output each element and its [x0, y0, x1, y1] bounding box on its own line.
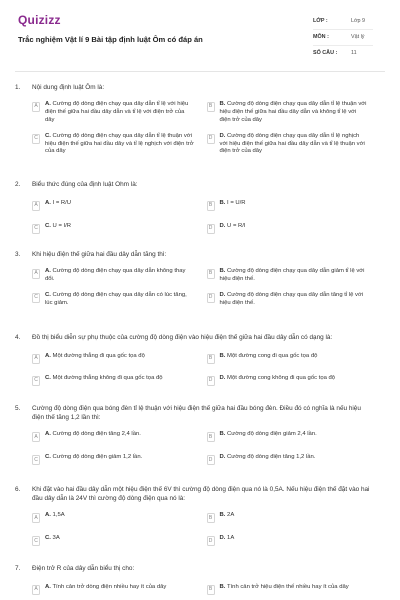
option-box[interactable]: A [32, 354, 40, 364]
meta-row-subject [313, 30, 373, 46]
question-3 [15, 251, 385, 334]
option-grid [15, 431, 385, 465]
option-grid [15, 584, 385, 595]
option-d[interactable] [207, 535, 370, 546]
option-grid [15, 512, 385, 546]
option-letter: B. [219, 352, 226, 359]
option-a[interactable] [32, 101, 195, 125]
option-text [220, 200, 246, 208]
option-box[interactable]: A [32, 513, 40, 523]
option-box[interactable]: D [207, 224, 215, 234]
option-letter: D. [219, 374, 226, 381]
option-letter: D. [219, 454, 226, 461]
option-letter: A. [45, 583, 51, 590]
option-box[interactable]: B [207, 585, 215, 595]
option-b[interactable] [207, 101, 370, 125]
option-box[interactable]: C [32, 376, 40, 386]
option-text [220, 375, 336, 383]
option-text [220, 101, 370, 125]
option-c[interactable] [32, 375, 195, 386]
meta-label: LỚP : [313, 17, 328, 24]
option-c[interactable] [32, 454, 195, 465]
question-header [15, 334, 385, 343]
option-body: Cường độ dòng điện chạy qua dây dẫn có lúc tăng, lúc giảm. [45, 291, 187, 306]
question-text: Đồ thị biểu diễn sự phụ thuộc của cường độ dòng điện vào hiệu điện thế giữa hai đầu dây dẫn có dạng là: [32, 334, 333, 341]
option-box[interactable]: A [32, 432, 40, 442]
meta-row-class [313, 14, 373, 30]
option-d[interactable] [207, 292, 370, 308]
option-body: Cường độ dòng điện giảm 1,2 lần. [52, 454, 143, 461]
option-a[interactable] [32, 512, 195, 523]
meta-label: SỐ CÂU : [313, 50, 338, 57]
question-text: Điện trở R của dây dẫn biểu thị cho: [32, 565, 135, 572]
option-box[interactable]: D [207, 536, 215, 546]
option-text [220, 353, 318, 361]
option-body: Một đường cong đi qua gốc tọa độ [227, 352, 318, 359]
option-text [45, 512, 65, 520]
option-text [45, 431, 141, 439]
option-body: 1A [227, 535, 235, 542]
option-a[interactable] [32, 584, 195, 595]
question-header [15, 84, 385, 93]
option-body: Tính cản trở hiệu điện thế nhiều hay ít của dây [226, 583, 349, 590]
option-letter: D. [219, 222, 226, 229]
question-text: Nội dung định luật Ôm là: [32, 84, 105, 91]
question-number: 4. [15, 334, 21, 341]
option-text [45, 268, 195, 284]
option-letter: B. [219, 431, 226, 438]
option-b[interactable] [207, 200, 370, 211]
option-a[interactable] [32, 431, 195, 442]
option-grid [15, 353, 385, 386]
option-box[interactable]: D [207, 376, 215, 386]
question-5 [15, 405, 385, 486]
option-box[interactable]: B [207, 432, 215, 442]
option-text [220, 535, 235, 543]
option-text [45, 535, 60, 543]
option-text [220, 584, 349, 592]
worksheet-meta [313, 14, 373, 62]
option-text [220, 133, 370, 157]
option-body: Tính cản trở dòng điện nhiều hay ít của dây [52, 583, 167, 590]
option-letter: D. [219, 132, 226, 139]
option-letter: A. [45, 100, 51, 107]
meta-value: 11 [351, 50, 357, 57]
option-box[interactable]: B [207, 513, 215, 523]
option-body: Cường độ dòng điện tăng 2,4 lần. [52, 431, 141, 438]
option-box[interactable]: B [207, 269, 215, 279]
option-box[interactable]: D [207, 455, 215, 465]
option-text [45, 292, 195, 308]
option-c[interactable] [32, 133, 195, 157]
option-text [45, 200, 71, 208]
question-number: 7. [15, 565, 21, 572]
option-body: Cường độ dòng điện chạy qua dây dẫn tỉ lệ thuận với hiệu điện thế giữa hai đầu dây dẫn và không tỉ lệ với điện trở của dây [219, 100, 367, 123]
option-box[interactable]: B [207, 102, 215, 112]
option-letter: D. [219, 291, 226, 298]
option-body: Cường độ dòng điện chạy qua dây dẫn tỉ lệ thuận với hiệu điện thế giữa hai đầu dây và tỉ lệ nghịch với điện trở của dây [45, 132, 194, 155]
option-text [220, 292, 370, 308]
question-4 [15, 334, 385, 405]
question-header [15, 251, 385, 260]
meta-row-count [313, 46, 373, 62]
meta-value: Lớp 9 [351, 17, 366, 24]
option-text [45, 454, 142, 462]
option-box[interactable]: A [32, 201, 40, 211]
question-number: 2. [15, 181, 21, 188]
option-box[interactable]: C [32, 134, 40, 144]
option-box[interactable]: B [207, 201, 215, 211]
option-letter: C. [45, 374, 51, 381]
question-number: 3. [15, 251, 21, 258]
option-letter: C. [45, 535, 51, 542]
option-body: Cường độ dòng điện chạy qua dây dẫn tăng tỉ lệ với hiệu điện thế. [219, 291, 364, 306]
option-a[interactable] [32, 200, 195, 211]
question-number: 1. [15, 84, 21, 91]
option-letter: B. [219, 583, 226, 590]
option-text [220, 431, 317, 439]
option-body: Cường độ dòng điện giảm 2,4 lần. [227, 431, 317, 438]
option-letter: A. [45, 199, 51, 206]
option-body: Cường độ dòng điện chạy qua dây dẫn tỉ lệ với hiệu điện thế giữa hai đầu dây dẫn và tỉ lệ với điện trở của dây [45, 100, 189, 123]
option-box[interactable]: B [207, 354, 215, 364]
worksheet-title: Trắc nghiệm Vật lí 9 Bài tập định luật Ôm có đáp án [18, 35, 203, 44]
option-body: Một đường thẳng đi qua gốc tọa độ [52, 352, 145, 359]
option-box[interactable]: D [207, 134, 215, 144]
option-d[interactable] [207, 223, 370, 234]
option-body: U = R/I [227, 222, 246, 229]
question-number: 6. [15, 486, 21, 493]
option-grid [15, 268, 385, 308]
option-text [220, 454, 316, 462]
option-letter: C. [45, 291, 51, 298]
option-text [45, 353, 145, 361]
option-c[interactable] [32, 292, 195, 308]
option-box[interactable]: C [32, 536, 40, 546]
option-b[interactable] [207, 512, 370, 523]
meta-label: MÔN : [313, 33, 329, 40]
option-b[interactable] [207, 584, 370, 595]
option-letter: C. [45, 222, 51, 229]
question-text: Cường độ dòng điện qua bóng đèn tỉ lệ thuận với hiệu điện thế giữa hai đầu bóng đèn. Điều đó có nghĩa là nếu hiệu điện thế tăng 1,2 lần thì: [32, 405, 361, 421]
option-body: Cường độ dòng điện chạy qua dây dẫn không thay đổi. [45, 267, 186, 282]
question-6 [15, 486, 385, 565]
question-text: Khi hiệu điện thế giữa hai đầu dây dẫn tăng thì: [32, 251, 167, 258]
option-text [45, 375, 163, 383]
option-text [45, 223, 71, 231]
option-body: U = I/R [52, 222, 72, 229]
option-d[interactable] [207, 375, 370, 386]
option-box[interactable]: C [32, 293, 40, 303]
option-letter: A. [45, 267, 51, 274]
question-header [15, 486, 385, 503]
option-body: 1,5A [52, 512, 65, 519]
option-text [220, 268, 370, 284]
option-body: Cường độ dòng điện tăng 1,2 lần. [227, 454, 316, 461]
option-letter: C. [45, 132, 51, 139]
option-text [220, 512, 235, 520]
option-letter: B. [219, 100, 226, 107]
option-text [45, 101, 195, 125]
question-text: Biểu thức đúng của định luật Ohm là: [32, 181, 138, 188]
question-header [15, 181, 385, 190]
option-box[interactable]: A [32, 585, 40, 595]
option-letter: A. [45, 512, 51, 519]
option-c[interactable] [32, 535, 195, 546]
option-box[interactable]: A [32, 269, 40, 279]
option-letter: D. [219, 535, 226, 542]
question-1 [15, 84, 385, 181]
option-letter: B. [219, 199, 226, 206]
option-body: 3A [52, 535, 60, 542]
option-box[interactable]: D [207, 293, 215, 303]
option-box[interactable]: C [32, 455, 40, 465]
option-b[interactable] [207, 268, 370, 284]
option-d[interactable] [207, 133, 370, 157]
option-c[interactable] [32, 223, 195, 234]
option-text [45, 133, 195, 157]
option-d[interactable] [207, 454, 370, 465]
option-grid [15, 200, 385, 234]
question-7 [15, 565, 385, 600]
option-b[interactable] [207, 353, 370, 364]
meta-value: Vật lý [351, 33, 365, 40]
option-box[interactable]: C [32, 224, 40, 234]
option-text [45, 584, 166, 592]
question-2 [15, 181, 385, 251]
option-a[interactable] [32, 353, 195, 364]
question-text: Khi đặt vào hai đầu dây dẫn một hiệu điện thế 6V thì cường độ dòng điện qua nó là 0,5A. Nếu hiệu điện thế đặt vào hai đầu dây dẫn là 24V thì cường độ dòng điện qua nó là: [32, 486, 370, 502]
option-body: Một đường cong không đi qua gốc tọa độ [227, 374, 336, 381]
question-header [15, 565, 385, 574]
option-a[interactable] [32, 268, 195, 284]
option-letter: A. [45, 431, 51, 438]
worksheet-header [15, 10, 385, 72]
question-header [15, 405, 385, 422]
option-body: 2A [227, 512, 235, 519]
quizizz-logo[interactable]: Quizizz [18, 13, 61, 27]
option-letter: C. [45, 454, 51, 461]
option-grid [15, 101, 385, 157]
option-body: I = U/R [227, 199, 246, 206]
option-body: Cường độ dòng điện chạy qua dây dẫn tỉ lệ nghịch với hiệu điện thế giữa hai đầu dây dẫn và tỉ lệ thuận với điện trở của dây [219, 132, 365, 155]
option-letter: B. [219, 267, 226, 274]
option-b[interactable] [207, 431, 370, 442]
question-list [15, 72, 385, 600]
option-box[interactable]: A [32, 102, 40, 112]
option-letter: A. [45, 352, 51, 359]
option-body: Cường độ dòng điện chạy qua dây dẫn giảm tỉ lệ với hiệu điện thế. [219, 267, 365, 282]
option-text [220, 223, 246, 231]
option-body: Một đường thẳng không đi qua gốc tọa độ [52, 374, 163, 381]
question-number: 5. [15, 405, 21, 412]
option-letter: B. [219, 512, 226, 519]
option-body: I = R/U [52, 199, 72, 206]
